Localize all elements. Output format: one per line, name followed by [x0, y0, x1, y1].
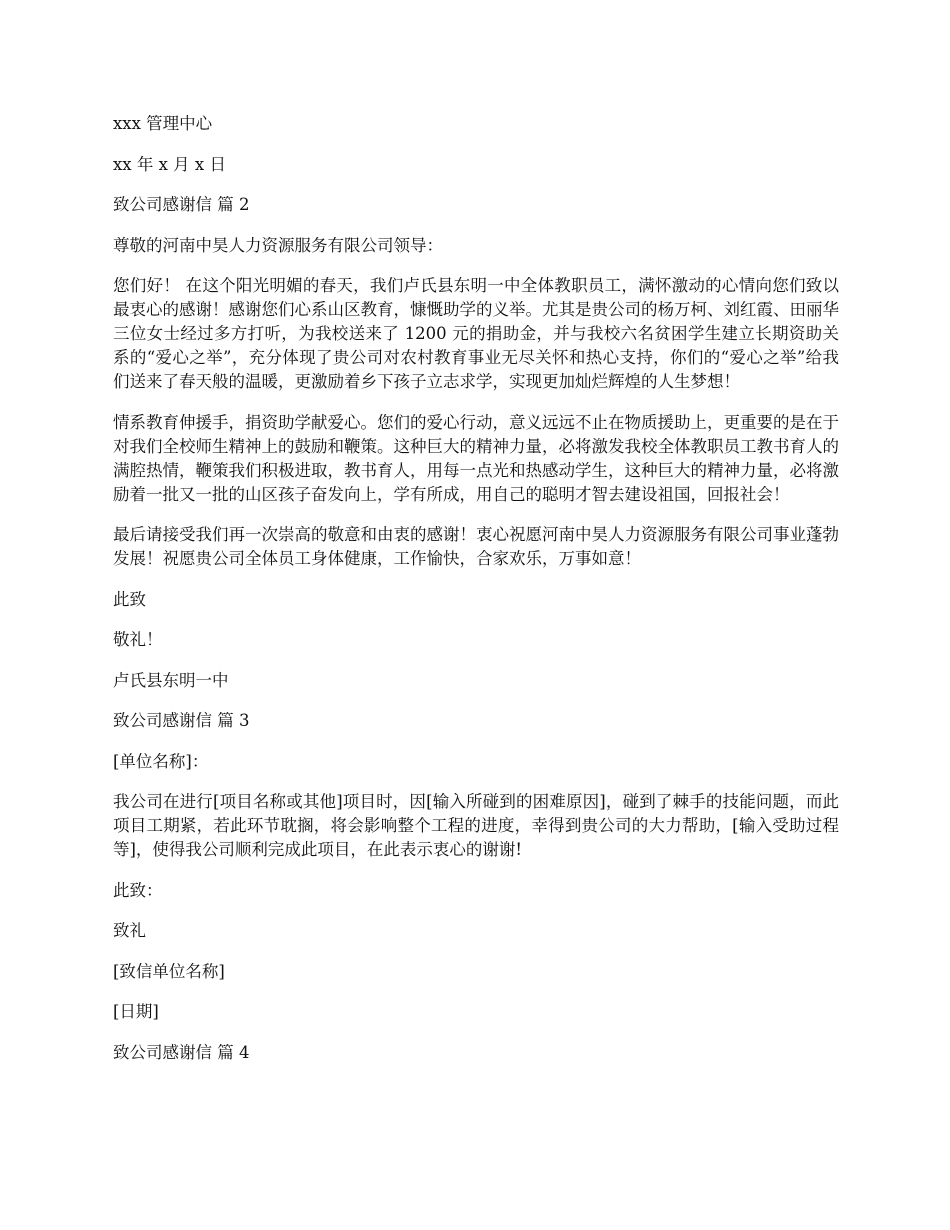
document-body — [113, 112, 839, 1081]
salutation: 尊敬的河南中昊人力资源服务有限公司领导： — [113, 235, 443, 255]
section-heading-2: 致公司感谢信 篇 2 — [113, 195, 250, 214]
closing-line: 此致 — [113, 589, 146, 609]
regards-line: 敬礼！ — [113, 630, 163, 649]
section-heading-3: 致公司感谢信 篇 3 — [113, 711, 250, 730]
recipient-placeholder: [单位名称]： — [113, 751, 209, 771]
body-paragraph-4: 我公司在进行[项目名称或其他]项目时，因[输入所碰到的困难原因]，碰到了棘手的技能问题，而此项目工期紧，若此环节耽搁，将会影响整个工程的进度，幸得到贵公司的大力帮助，[输入受助过程等]，使得我公司顺利完成此项目，在此表示衷心的谢谢! — [113, 792, 839, 859]
closing-line-2: 此致： — [113, 880, 163, 900]
regards-line-2: 致礼 — [113, 921, 146, 940]
sender-line: xxx 管理中心 — [113, 114, 213, 133]
signature-line: 卢氏县东明一中 — [113, 670, 229, 690]
body-paragraph-3: 最后请接受我们再一次崇高的敬意和由衷的感谢！衷心祝愿河南中昊人力资源服务有限公司事业蓬勃发展！祝愿贵公司全体员工身体健康，工作愉快，合家欢乐，万事如意！ — [113, 525, 839, 568]
sender-placeholder: [致信单位名称] — [113, 961, 225, 981]
section-heading-4: 致公司感谢信 篇 4 — [113, 1042, 250, 1062]
date-placeholder: [日期] — [113, 1002, 159, 1021]
body-paragraph-2: 情系教育伸援手，捐资助学献爱心。您们的爱心行动，意义远远不止在物质援助上，更重要的是在于对我们全校师生精神上的鼓励和鞭策。这种巨大的精神力量，必将激发我校全体教职员工教书育人的满腔热情，鞭策我们积极进取，教书育人，用每一点光和热感动学生，这种巨大的精神力量，必将激励着一批又一批的山区孩子奋发向上，学有所成，用自己的聪明才智去建设祖国，回报社会！ — [113, 412, 839, 504]
date-line: xx 年 x 月 x 日 — [113, 154, 226, 174]
body-paragraph-1: 您们好！ 在这个阳光明媚的春天，我们卢氏县东明一中全体教职员工，满怀激动的心情向您们致以最衷心的感谢！感谢您们心系山区教育，慷慨助学的义举。尤其是贵公司的杨万柯、刘红霞、田丽华三位女士经过多方打听，为我校送来了 1200 元的捐助金，并与我校六名贫困学生建立长期资助关系的“爱心之举”，充分体现了贵公司对农村教育事业无尽关怀和热心支持，你们的“爱心之举”给我们送来了春天般的温暖，更激励着乡下孩子立志求学，实现更加灿烂辉煌的人生梦想！ — [113, 276, 839, 391]
